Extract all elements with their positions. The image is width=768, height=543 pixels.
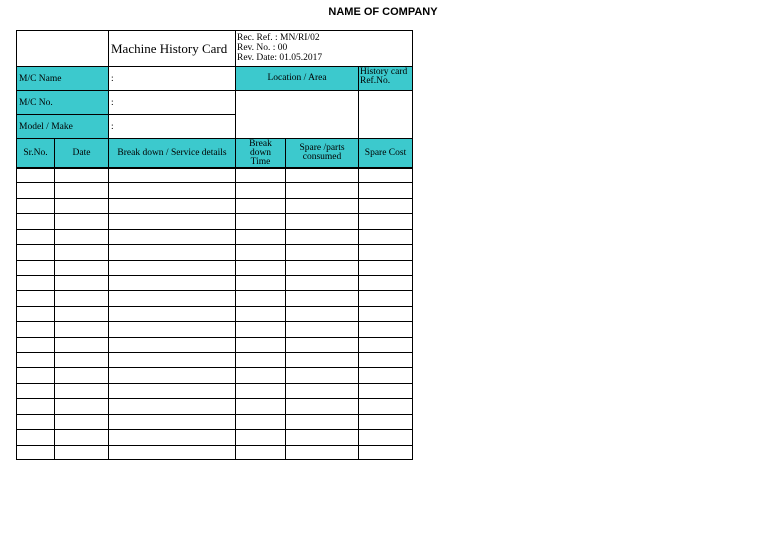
reference-block	[235, 30, 413, 67]
table-row[interactable]	[16, 414, 413, 429]
col-header-details: Break down / Service details	[108, 138, 236, 168]
table-row[interactable]	[16, 321, 413, 336]
table-row[interactable]	[16, 198, 413, 213]
rec-ref: Rec. Ref. : MN/RI/02	[237, 33, 320, 43]
table-row[interactable]	[16, 213, 413, 228]
table-row[interactable]	[16, 352, 413, 367]
table-row[interactable]	[16, 260, 413, 275]
col-header-spare-cost: Spare Cost	[358, 138, 413, 168]
mc-no-field[interactable]: :	[108, 90, 236, 115]
table-row[interactable]	[16, 290, 413, 305]
table-row[interactable]	[16, 383, 413, 398]
model-make-field[interactable]: :	[108, 114, 236, 139]
table-row[interactable]	[16, 429, 413, 444]
table-row[interactable]	[16, 182, 413, 197]
table-row[interactable]	[16, 367, 413, 382]
location-label: Location / Area	[235, 66, 359, 91]
table-row[interactable]	[16, 229, 413, 244]
table-row[interactable]	[16, 275, 413, 290]
model-make-label: Model / Make	[16, 114, 109, 139]
history-ref-value-field[interactable]	[358, 90, 413, 139]
mc-no-label: M/C No.	[16, 90, 109, 115]
table-row[interactable]	[16, 445, 413, 460]
mc-name-label: M/C Name	[16, 66, 109, 91]
table-row[interactable]	[16, 306, 413, 321]
card-title: Machine History Card	[108, 30, 236, 67]
table-row[interactable]	[16, 398, 413, 413]
col-header-sr-no: Sr.No.	[16, 138, 55, 168]
col-header-date: Date	[54, 138, 109, 168]
rev-no: Rev. No. : 00	[237, 42, 288, 53]
location-value-field[interactable]	[235, 90, 359, 139]
mc-name-field[interactable]: :	[108, 66, 236, 91]
col-header-breakdown-time: Break down Time	[235, 138, 286, 168]
rev-date: Rev. Date: 01.05.2017	[237, 52, 323, 63]
history-ref-label-cell	[358, 66, 413, 91]
table-row[interactable]	[16, 244, 413, 259]
table-row[interactable]	[16, 167, 413, 182]
table-row[interactable]	[16, 337, 413, 352]
logo-cell	[16, 30, 109, 67]
history-ref-label: History card Ref.No.	[360, 67, 408, 86]
col-header-spare-parts: Spare /parts consumed	[285, 138, 359, 168]
company-name: NAME OF COMPANY	[328, 6, 438, 18]
